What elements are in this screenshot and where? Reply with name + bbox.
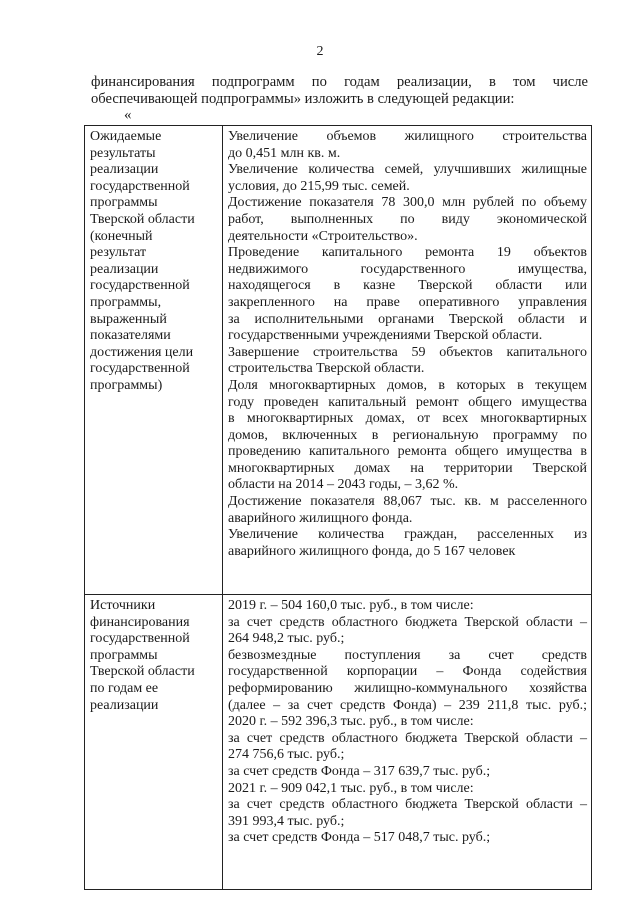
label-line: Тверской области [90, 664, 195, 680]
value-line: до 0,451 млн кв. м. [228, 145, 341, 161]
label-line: результат [90, 245, 147, 261]
value-line: Увеличение количества граждан, расселенных из [228, 527, 587, 543]
value-line: Достижение показателя 88,067 тыс. кв. м расселенного [228, 494, 587, 510]
label-line: по годам ее [90, 680, 159, 696]
value-line: 2021 г. – 909 042,1 тыс. руб., в том числе: [228, 780, 474, 796]
label-line: выраженный [90, 311, 167, 327]
label-line: Ожидаемые [90, 129, 162, 144]
value-line: многоквартирных домах на территории Тверской [228, 460, 587, 476]
table-row [85, 595, 592, 890]
value-line: государственной корпорации – Фонда содействия [228, 664, 587, 680]
value-line: 274 756,6 тыс. руб.; [228, 747, 345, 763]
intro-line: финансирования подпрограмм по годам реализации, в том числе [91, 74, 588, 90]
label-line: программы [90, 195, 158, 211]
value-line: 2020 г. – 592 396,3 тыс. руб., в том числе: [228, 714, 474, 730]
value-line: 264 948,2 тыс. руб.; [228, 631, 345, 647]
label-line: финансирования [90, 614, 190, 630]
value-line: деятельности «Строительство». [228, 228, 418, 244]
value-line: (далее – за счет средств Фонда) – 239 211,8 тыс. руб.; [228, 697, 587, 713]
value-line: 391 993,4 тыс. руб.; [228, 813, 345, 829]
value-line: 2019 г. – 504 160,0 тыс. руб., в том числе: [228, 598, 474, 613]
intro-paragraph [91, 74, 588, 108]
label-line: программы) [90, 377, 163, 393]
row-value [223, 126, 592, 595]
value-line: закрепленного на праве оперативного управления [228, 294, 587, 310]
opening-quote: « [124, 107, 132, 123]
value-line: Доля многоквартирных домов, в которых в текущем [228, 377, 587, 393]
value-line: находящегося в казне Тверской области или [228, 278, 587, 294]
row-label [85, 595, 223, 890]
label-line: Источники [90, 598, 156, 613]
table-row [85, 126, 592, 595]
label-line: (конечный [90, 228, 153, 244]
value-line: недвижимого государственного имущества, [228, 261, 587, 277]
label-line: реализации [90, 261, 159, 277]
value-line: за счет средств областного бюджета Тверской области – [228, 730, 587, 746]
page-number: 2 [316, 44, 324, 59]
value-line: проведению капитального ремонта общего имущества в [228, 444, 587, 460]
value-line: аварийного жилищного фонда, до 5 167 человек [228, 543, 516, 559]
label-line: реализации [90, 162, 159, 178]
value-line: Завершение строительства 59 объектов капитального [228, 344, 587, 360]
row-label [85, 126, 223, 595]
value-line: Увеличение объемов жилищного строительства [228, 129, 587, 144]
value-line: домов, включенных в региональную программу по [228, 427, 587, 443]
row-value [223, 595, 592, 890]
value-line: аварийного жилищного фонда. [228, 510, 413, 526]
value-line: за счет средств областного бюджета Тверской области – [228, 614, 587, 630]
value-line: Проведение капитального ремонта 19 объектов [228, 245, 587, 261]
label-line: государственной [90, 361, 190, 377]
value-line: области на 2014 – 2043 годы, – 3,62 %. [228, 477, 459, 493]
value-line: в многоквартирных домах, от всех многоквартирных [228, 411, 587, 427]
value-line: реформированию жилищно-коммунального хозяйства [228, 680, 587, 696]
label-line: государственной [90, 631, 190, 647]
value-line: году проведен капитальный ремонт общего имущества [228, 394, 587, 410]
value-line: работ, выполненных по виду экономической [228, 211, 587, 227]
label-line: государственной [90, 278, 190, 294]
value-line: за исполнительными органами Тверской области и [228, 311, 587, 327]
value-line: Увеличение количества семей, улучшивших жилищные [228, 162, 587, 178]
label-line: программы [90, 647, 158, 663]
value-line: за счет средств областного бюджета Тверской области – [228, 797, 587, 813]
value-line: за счет средств Фонда – 317 639,7 тыс. руб.; [228, 763, 491, 779]
label-line: программы, [90, 294, 162, 310]
label-line: государственной [90, 178, 190, 194]
label-line: достижения цели [90, 344, 194, 360]
value-line: безвозмездные поступления за счет средств [228, 647, 587, 663]
label-line: результаты [90, 145, 156, 161]
intro-line: обеспечивающей подпрограммы» изложить в следующей редакции: [91, 91, 515, 107]
program-passport-table [84, 125, 592, 890]
value-line: за счет средств Фонда – 517 048,7 тыс. руб.; [228, 830, 491, 846]
label-line: Тверской области [90, 211, 195, 227]
label-line: реализации [90, 697, 159, 713]
label-line: показателями [90, 328, 171, 344]
value-line: условия, до 215,99 тыс. семей. [228, 178, 410, 194]
value-line: Достижение показателя 78 300,0 млн рублей по объему [228, 195, 587, 211]
value-line: государственными учреждениями Тверской области. [228, 328, 543, 344]
value-line: строительства Тверской области. [228, 361, 425, 377]
